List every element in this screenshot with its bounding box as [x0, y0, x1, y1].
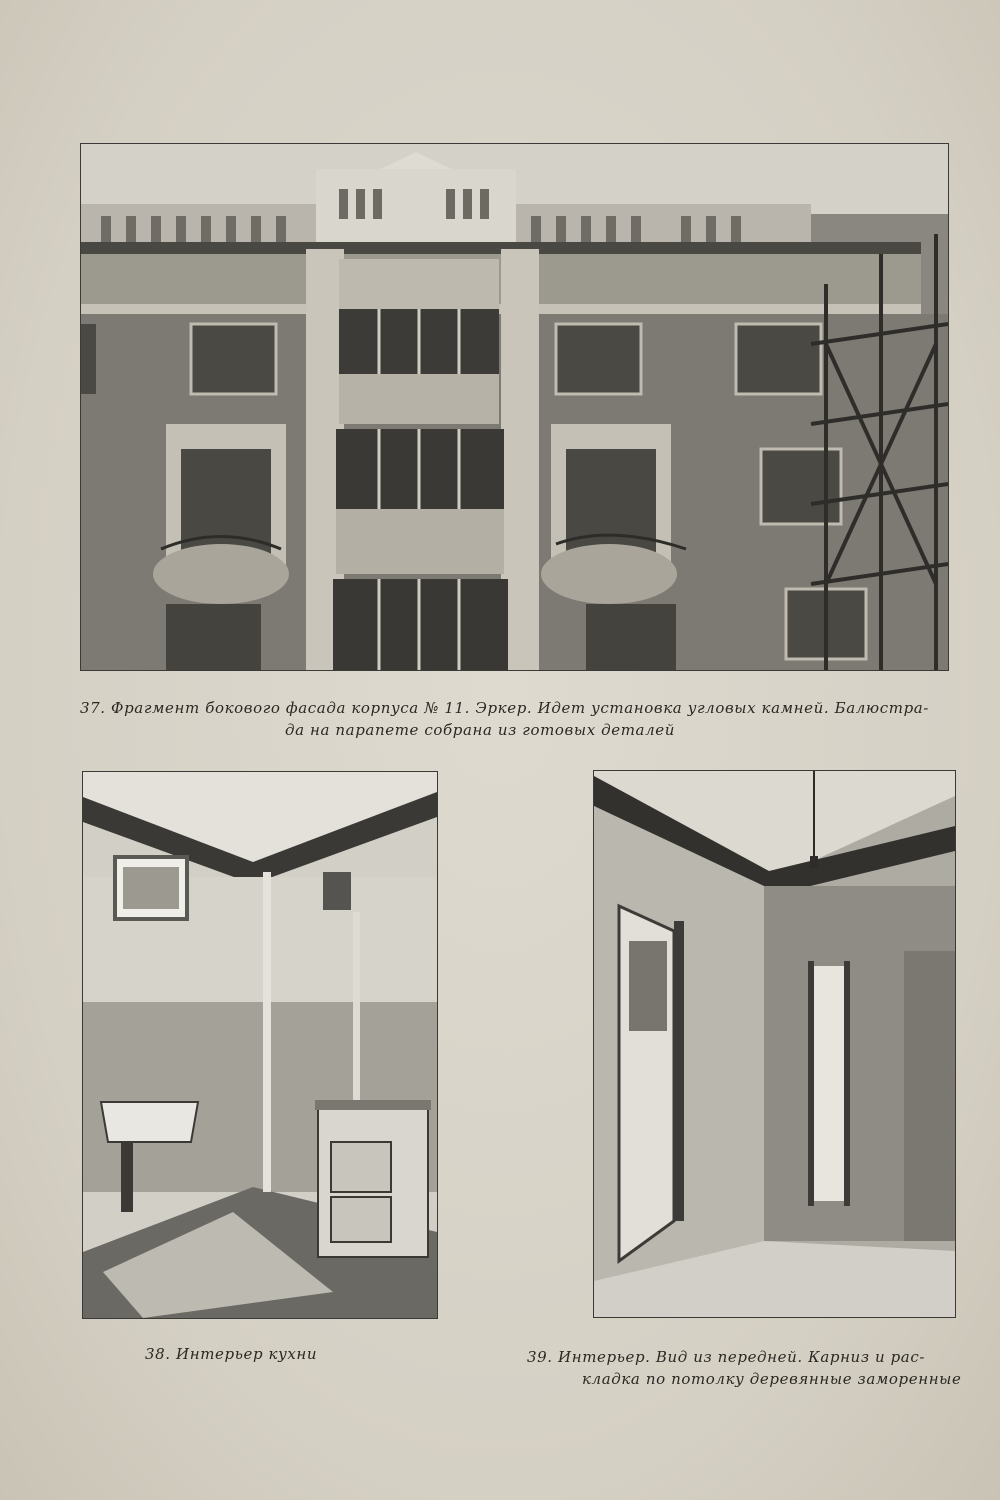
photo-building-facade: [80, 143, 949, 671]
figure-37-number: 37.: [80, 699, 106, 717]
figure-38-caption-line1: Интерьер кухни: [176, 1345, 318, 1363]
figure-39-caption-line2: кладка по потолку деревянные заморенные: [582, 1370, 962, 1388]
photo-kitchen-interior: [82, 771, 438, 1319]
figure-37-caption: [80, 697, 960, 741]
figure-38-caption: [145, 1343, 445, 1365]
figure-39-caption: [527, 1346, 967, 1390]
figure-39-caption-line1: Интерьер. Вид из передней. Карниз и рас-: [558, 1348, 926, 1366]
figure-37-caption-line1: Фрагмент бокового фасада корпуса № 11. Эркер. Идет установка угловых камней. Балюстра-: [111, 699, 929, 717]
figure-39-number: 39.: [527, 1348, 553, 1366]
figure-38-number: 38.: [145, 1345, 171, 1363]
photo-hallway-interior: [593, 770, 956, 1318]
figure-37-caption-line2: да на парапете собрана из готовых деталей: [285, 721, 675, 739]
